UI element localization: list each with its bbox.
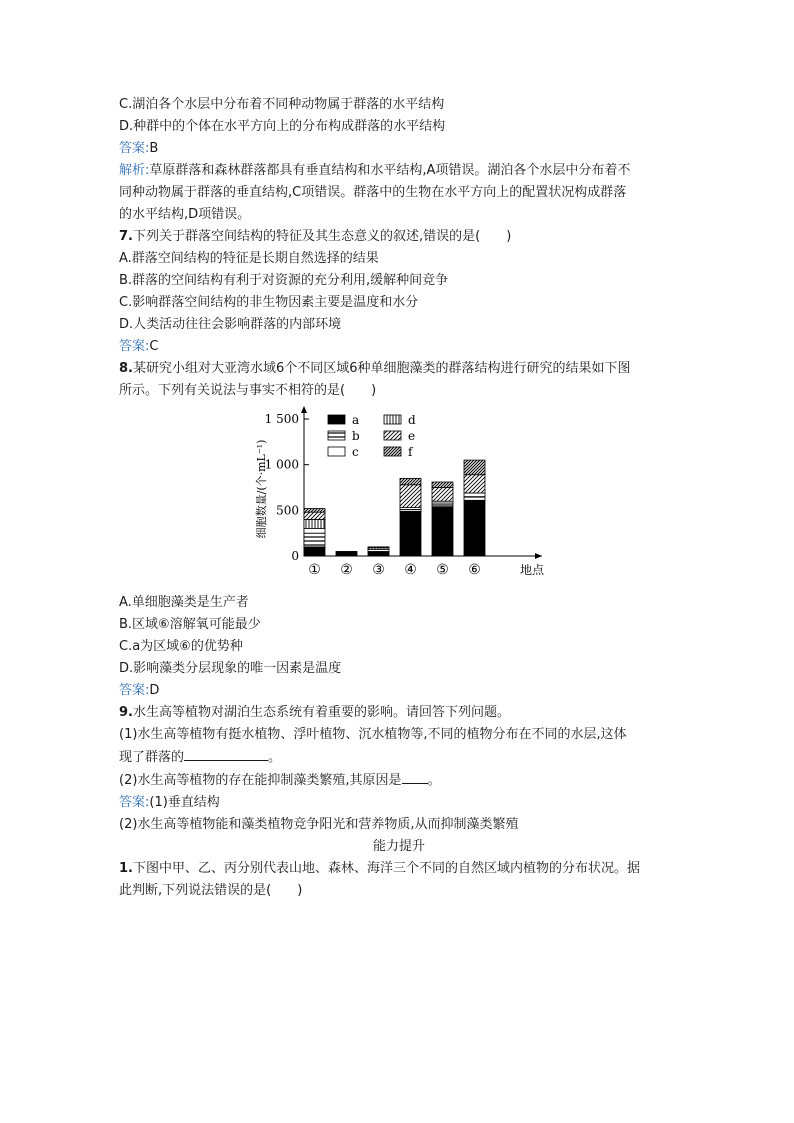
q7-stem-text: 下列关于群落空间结构的特征及其生态意义的叙述,错误的是( ) xyxy=(132,229,512,244)
answer-value: (1)垂直结构 xyxy=(149,795,220,810)
q6-option-d: D.种群中的个体在水平方向上的分布构成群落的水平结构 xyxy=(119,119,446,134)
chart-svg xyxy=(254,404,554,592)
x-tick-label: ⑥ xyxy=(468,562,481,578)
q8-option-c: C.a为区域⑥的优势种 xyxy=(119,639,243,654)
q9-stem xyxy=(119,702,679,724)
q6-option-c: C.湖泊各个水层中分布着不同种动物属于群落的水平结构 xyxy=(119,97,445,112)
legend-label-a: a xyxy=(352,413,360,427)
q8-number: 8. xyxy=(119,361,133,376)
q9-part2-end: 。 xyxy=(427,773,441,788)
y-axis-arrow xyxy=(301,406,307,413)
bar-segment-a xyxy=(304,547,325,556)
q8-stem-line-2: 所示。下列有关说法与事实不相符的是( ) xyxy=(119,383,377,398)
y-tick-label: 0 xyxy=(291,549,299,563)
answer-value: C xyxy=(149,339,159,354)
bar-segment-a xyxy=(368,552,389,556)
jiexi-text: 草原群落和森林群落都具有垂直结构和水平结构,A项错误。湖泊各个水层中分布着不 xyxy=(149,163,631,178)
q7-option-d: D.人类活动往往会影响群落的内部环境 xyxy=(119,317,342,332)
q8-option-a: A.单细胞藻类是生产者 xyxy=(119,595,249,610)
fill-blank[interactable] xyxy=(402,769,428,784)
x-tick-label: ③ xyxy=(372,562,385,578)
q6-jiexi-line-1 xyxy=(119,160,679,182)
x-axis-arrow xyxy=(535,553,542,559)
answer-value: B xyxy=(149,141,159,156)
p1-number: 1. xyxy=(119,861,133,876)
q8-answer xyxy=(119,680,679,702)
legend-swatch-b xyxy=(328,431,345,440)
q9-stem-text: 水生高等植物对湖泊生态系统有着重要的影响。请回答下列问题。 xyxy=(132,705,510,720)
q9-part1-line-2 xyxy=(119,746,679,769)
q9-answer-1 xyxy=(119,792,679,814)
x-axis-label: 地点 xyxy=(520,563,545,577)
bar-segment-a xyxy=(464,500,485,556)
q7-answer xyxy=(119,336,679,358)
q6-answer xyxy=(119,138,679,160)
q6-jiexi-line-3: 的水平结构,D项错误。 xyxy=(119,207,251,222)
q9-part1-text: 现了群落的 xyxy=(119,750,185,765)
bar-segment-b xyxy=(304,533,325,547)
legend-swatch-d xyxy=(384,415,401,424)
answer-label: 答案: xyxy=(119,795,150,810)
y-axis-label: 细胞数量/(个·mL⁻¹) xyxy=(255,439,268,539)
p1-stem-text: 下图中甲、乙、丙分别代表山地、森林、海洋三个不同的自然区域内植物的分布状况。据 xyxy=(132,861,640,876)
legend-swatch-c xyxy=(328,447,345,456)
q7-option-b: B.群落的空间结构有利于对资源的充分利用,缓解种间竞争 xyxy=(119,273,449,288)
bar-segment-b xyxy=(464,497,485,501)
q8-option-b: B.区域⑥溶解氧可能最少 xyxy=(119,617,261,632)
bar-segment-e xyxy=(304,512,325,519)
legend-swatch-f xyxy=(384,447,401,456)
legend-label-f: f xyxy=(408,445,413,459)
q7-option-c: C.影响群落空间结构的非生物因素主要是温度和水分 xyxy=(119,295,419,310)
p1-stem-line-1 xyxy=(119,858,679,880)
answer-label: 答案: xyxy=(119,683,150,698)
q8-stem-text: 某研究小组对大亚湾水域6个不同区域6种单细胞藻类的群落结构进行研究的结果如下图 xyxy=(132,361,631,376)
legend-swatch-e xyxy=(384,431,401,440)
x-tick-label: ④ xyxy=(404,562,417,578)
x-tick-label: ⑤ xyxy=(436,562,449,578)
q7-stem xyxy=(119,226,679,248)
answer-value: D xyxy=(149,683,160,698)
bar-segment-b xyxy=(432,503,453,507)
jiexi-label: 解析: xyxy=(119,163,150,178)
q7-number: 7. xyxy=(119,229,133,244)
bar-segment-c xyxy=(304,529,325,534)
document-page xyxy=(119,94,679,902)
bar-segment-a xyxy=(400,511,421,556)
answer-label: 答案: xyxy=(119,339,150,354)
q9-part2-text: (2)水生高等植物的存在能抑制藻类繁殖,其原因是 xyxy=(119,773,402,788)
answer-label: 答案: xyxy=(119,141,150,156)
bar-segment-d xyxy=(304,519,325,528)
section-title: 能力提升 xyxy=(372,839,425,854)
bar-segment-e xyxy=(464,475,485,493)
y-tick-label: 1 000 xyxy=(264,457,299,472)
q6-jiexi-line-2: 同种动物属于群落的垂直结构,C项错误。群落中的生物在水平方向上的配置状况构成群落 xyxy=(119,185,627,200)
legend-label-d: d xyxy=(408,413,416,427)
bar-segment-a xyxy=(336,551,357,556)
x-tick-label: ② xyxy=(340,562,353,578)
algae-bar-chart xyxy=(254,404,554,592)
bar-segment-c xyxy=(464,493,485,497)
fill-blank[interactable] xyxy=(184,746,268,761)
bar-segment-e xyxy=(432,488,453,502)
bar-segment-f xyxy=(304,509,325,513)
legend-label-c: c xyxy=(352,445,359,459)
q8-option-d: D.影响藻类分层现象的唯一因素是温度 xyxy=(119,661,342,676)
legend-label-e: e xyxy=(408,429,416,443)
q9-part1-end: 。 xyxy=(268,750,282,765)
y-tick-label: 500 xyxy=(276,503,299,518)
bar-segment-e xyxy=(400,485,421,508)
q7-option-a: A.群落空间结构的特征是长期自然选择的结果 xyxy=(119,251,379,266)
p1-stem-line-2: 此判断,下列说法错误的是( ) xyxy=(119,883,303,898)
q9-part1-line-1: (1)水生高等植物有挺水植物、浮叶植物、沉水植物等,不同的植物分布在不同的水层,这体 xyxy=(119,727,627,742)
bar-segment-f xyxy=(464,460,485,475)
q9-answer-2: (2)水生高等植物能和藻类植物竞争阳光和营养物质,从而抑制藻类繁殖 xyxy=(119,817,519,832)
x-tick-label: ① xyxy=(308,562,321,578)
legend-swatch-a xyxy=(328,415,345,424)
y-tick-label: 1 500 xyxy=(264,412,299,426)
bar-segment-a xyxy=(432,507,453,556)
legend-label-b: b xyxy=(352,429,360,443)
bar-segment-f xyxy=(368,547,389,548)
q9-number: 9. xyxy=(119,705,133,720)
q9-part2 xyxy=(119,769,679,792)
bar-segment-f xyxy=(432,482,453,487)
bar-segment-f xyxy=(400,478,421,484)
q8-stem-line-1 xyxy=(119,358,679,380)
